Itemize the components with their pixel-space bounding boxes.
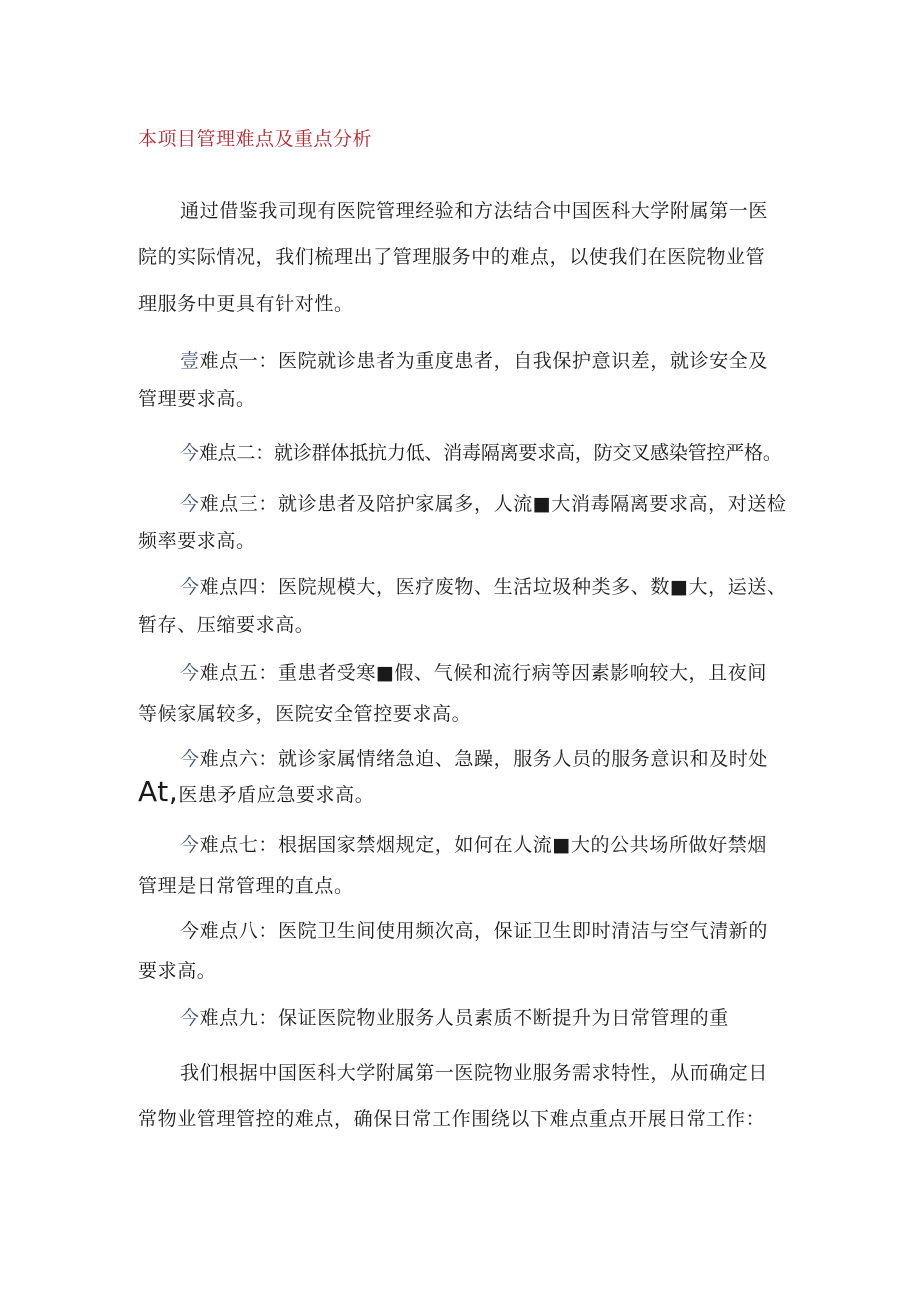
point-7-line-2: 管理是日常管理的直点。 [138,875,354,897]
closing-line-2: 常物业管理管控的难点，确保日常工作围绕以下难点重点开展日常工作： [138,1108,766,1130]
point-8-line-1 [180,916,768,943]
point-8-text: 难点八：医院卫生间使用频次高，保证卫生即时清洁与空气清新的 [199,920,769,942]
closing-line-1: 我们根据中国医科大学附属第一医院物业服务需求特性，从而确定日 [180,1062,769,1084]
bullet-glyph: 今 [180,576,200,598]
point-6-line-1 [180,744,768,771]
point-5-text: 难点五：重患者受寒■假、气候和流行病等因素影响较大，且夜间 [199,662,767,684]
point-1-line-1 [180,346,768,373]
point-9-text: 难点九：保证医院物业服务人员素质不断提升为日常管理的重 [199,1007,729,1029]
point-3-line-1 [180,489,787,516]
point-9-line-1 [180,1003,729,1030]
point-6-text-cont: 医患矛盾应急要求高。 [178,784,375,806]
bullet-glyph: 今 [180,493,200,515]
point-2-text: 难点二：就诊群体抵抗力低、消毒隔离要求高，防交叉感染管控严格。 [198,442,782,464]
point-6-text: 难点六：就诊家属情绪急迫、急躁，服务人员的服务意识和及时处 [199,748,769,770]
bullet-glyph: 今 [180,1007,200,1029]
bullet-glyph: 壹 [180,350,200,372]
bullet-glyph: 今 [180,442,199,464]
page-title: 本项目管理难点及重点分析 [138,128,373,150]
garbled-text: At, [138,775,179,808]
bullet-glyph: 今 [180,834,200,856]
point-4-text: 难点四：医院规模大，医疗废物、生活垃圾种类多、数■大，运送、 [199,576,787,598]
point-5-line-1 [180,658,767,685]
point-4-line-1 [180,572,787,599]
point-3-text: 难点三：就诊患者及陪护家属多，人流■大消毒隔离要求高，对送检 [199,493,787,515]
point-6-line-2 [138,775,375,808]
point-7-text: 难点七：根据国家禁烟规定，如何在人流■大的公共场所做好禁烟 [199,834,767,856]
point-4-line-2: 暂存、压缩要求高。 [138,614,315,636]
bullet-glyph: 今 [180,748,200,770]
intro-line-2: 院的实际情况，我们梳理出了管理服务中的难点，以使我们在医院物业管 [138,246,766,268]
bullet-glyph: 今 [180,920,200,942]
point-7-line-1 [180,830,767,857]
intro-line-1: 通过借鉴我司现有医院管理经验和方法结合中国医科大学附属第一医 [180,200,769,222]
point-1-line-2: 管理要求高。 [138,388,256,410]
bullet-glyph: 今 [180,662,200,684]
point-5-line-2: 等候家属较多，医院安全管控要求高。 [138,703,472,725]
intro-line-3: 理服务中更具有针对性。 [138,293,354,315]
point-1-text: 难点一：医院就诊患者为重度患者，自我保护意识差，就诊安全及 [199,350,769,372]
point-8-line-2: 要求高。 [138,960,217,982]
point-3-line-2: 频率要求高。 [138,530,256,552]
point-2-line-1 [180,438,782,465]
